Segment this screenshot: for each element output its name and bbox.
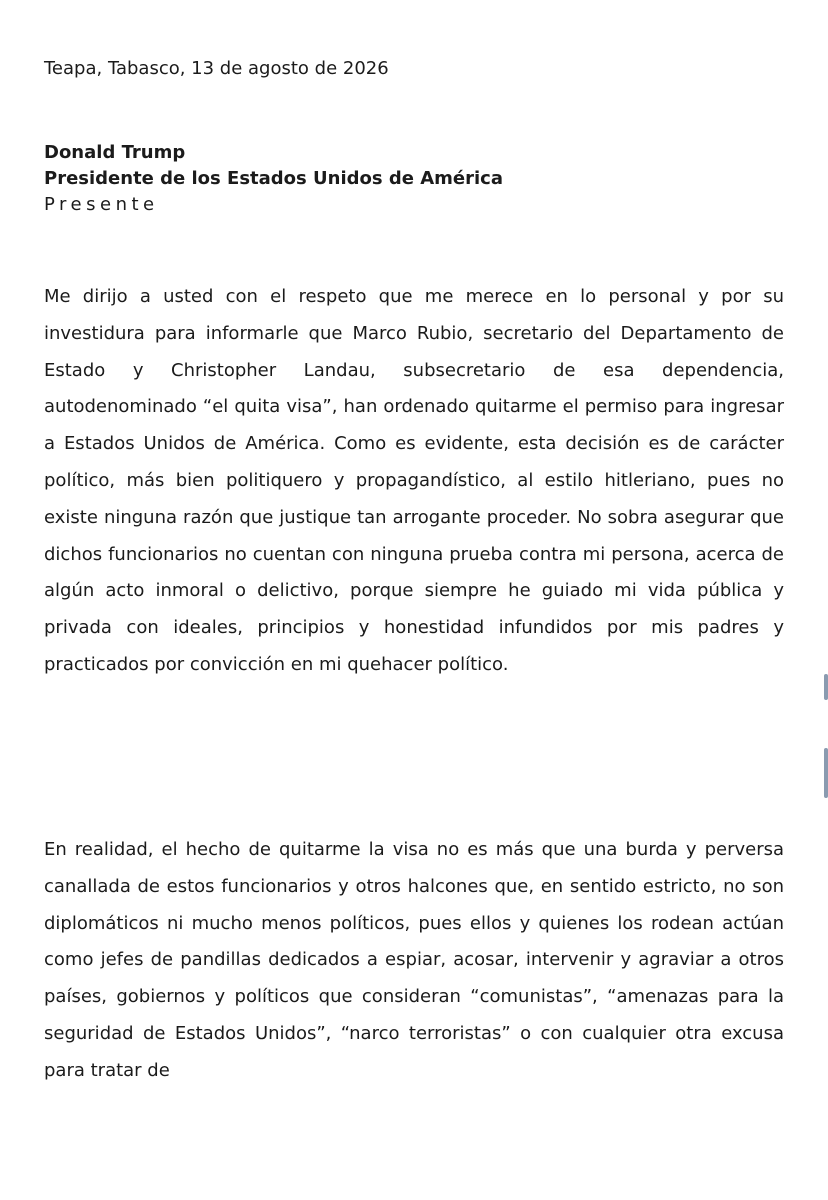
edge-mark [824, 674, 828, 700]
recipient-block [44, 140, 503, 218]
paragraph-1: Me dirijo a usted con el respeto que me merece en lo personal y por su investidura para informarle que Marco Rubio, secretario del Departamento de Estado y Christopher Landau, subsecretario de esa dependencia, autodenominado “el quita visa”, han ordenado quitarme el permiso para ingresar a Estados Unidos de América. Como es evidente, esta decisión es de carácter político, más bien politiquero y propagandístico, al estilo hitleriano, pues no existe ninguna razón que justique tan arrogante proceder. No sobra asegurar que dichos funcionarios no cuentan con ninguna prueba contra mi persona, acerca de algún acto inmoral o delictivo, porque siempre he guiado mi vida pública y privada con ideales, principios y honestidad infundidos por mis padres y practicados por convicción en mi quehacer político. [44, 286, 784, 675]
recipient-title: Presidente de los Estados Unidos de América [44, 168, 503, 189]
date-line: Teapa, Tabasco, 13 de agosto de 2026 [44, 58, 389, 79]
recipient-name: Donald Trump [44, 142, 186, 163]
presente-line: Presente [44, 194, 159, 215]
edge-mark [824, 748, 828, 798]
paragraph-2: En realidad, el hecho de quitarme la visa no es más que una burda y perversa canallada de estos funcionarios y otros halcones que, en sentido estricto, no son diplomáticos ni mucho menos políticos, pues ellos y quienes los rodean actúan como jefes de pandillas dedicados a espiar, acosar, intervenir y agraviar a otros países, gobiernos y políticos que consideran “comunistas”, “amenazas para la seguridad de Estados Unidos”, “narco terroristas” o con cualquier otra excusa para tratar de [44, 839, 784, 1081]
